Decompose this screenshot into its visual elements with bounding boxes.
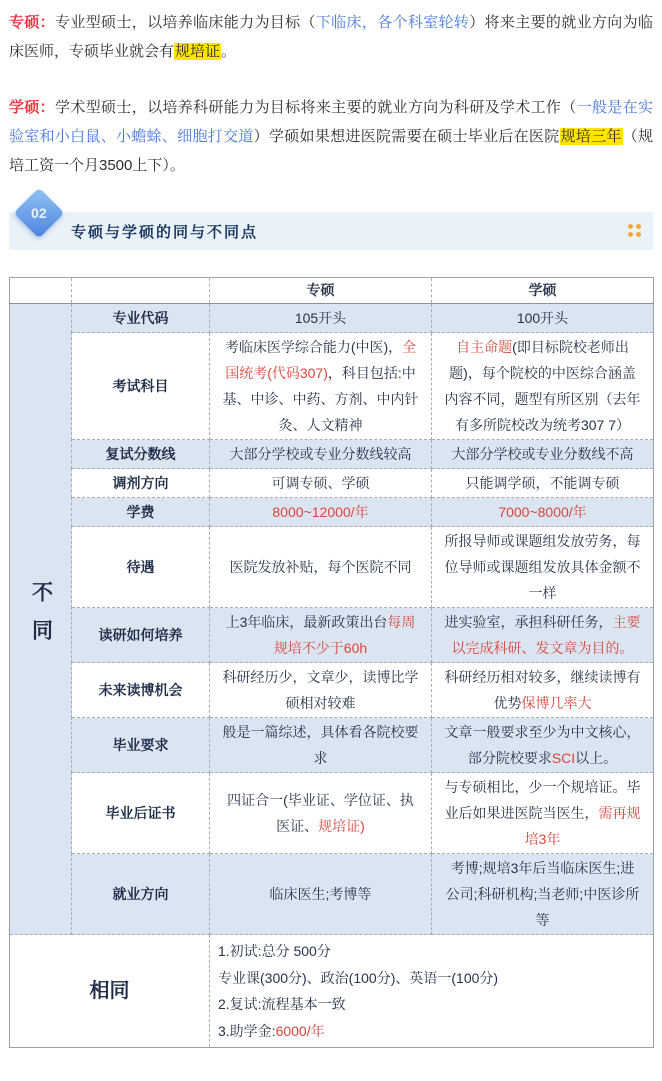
cell-xueshuo — [432, 608, 654, 663]
group-label-different — [10, 304, 72, 935]
table-row — [10, 498, 654, 527]
text-segment: 与专硕相比，少一个规培证。毕业后如果进医院当医生， — [444, 779, 641, 821]
text-segment: 大部分学校或专业分数线不高 — [451, 446, 634, 462]
row-label: 毕业要求 — [72, 718, 210, 773]
text-segment: 每周规培不少于60h — [273, 614, 416, 656]
table-row — [10, 718, 654, 773]
col-header-zhuanshuo: 专硕 — [210, 278, 432, 304]
cell-zhuanshuo — [210, 663, 432, 718]
text-segment: 105开头 — [294, 310, 347, 326]
table-row — [10, 527, 654, 608]
row-label: 读研如何培养 — [72, 608, 210, 663]
text-segment: 可调专硕、学硕 — [271, 475, 370, 491]
text-segment: 。 — [221, 43, 237, 60]
text-segment: 以上。 — [575, 750, 618, 766]
same-line — [218, 938, 645, 965]
cell-zhuanshuo — [210, 773, 432, 854]
text-segment: 医院发放补贴，每个医院不同 — [229, 559, 412, 575]
text-segment: 考临床医学综合能力(中医)， — [224, 339, 403, 355]
text-segment: 8000~12000/年 — [272, 504, 369, 520]
cell-xueshuo — [432, 469, 654, 498]
group-label-text: 不同 — [29, 581, 53, 657]
cell-xueshuo — [432, 333, 654, 440]
section-number: 02 — [31, 204, 47, 221]
intro-paragraph-zhuanshuo — [9, 8, 653, 66]
text-segment: 主要以完成科研、发文章为目的。 — [451, 614, 641, 656]
cell-xueshuo — [432, 440, 654, 469]
section-header-bar — [9, 212, 653, 250]
text-segment: 大部分学校或专业分数线较高 — [229, 446, 412, 462]
table-row — [10, 469, 654, 498]
row-label: 待遇 — [72, 527, 210, 608]
same-row — [10, 935, 654, 1048]
row-label: 未来读博机会 — [72, 663, 210, 718]
text-segment: 1.初试:总分 500分 — [218, 943, 331, 959]
cell-xueshuo — [432, 773, 654, 854]
cell-xueshuo — [432, 304, 654, 333]
text-segment: ，科目包括:中基、中诊、中药、方剂、中内针灸、人文精神 — [222, 365, 419, 433]
text-segment: 考博;规培3年后当临床医生;进公司;科研机构;当老师;中医诊所等 — [445, 860, 640, 928]
cell-zhuanshuo — [210, 440, 432, 469]
text-segment: 四证合一(毕业证、学位证、执医证、 — [227, 792, 414, 834]
text-segment: 一般是在实验室和小白鼠、小蟾蜍、细胞打交道 — [9, 99, 653, 145]
section-header — [9, 204, 653, 250]
group-label-same: 相同 — [10, 935, 210, 1048]
text-segment: 需再规培3年 — [524, 805, 641, 847]
row-label: 毕业后证书 — [72, 773, 210, 854]
cell-zhuanshuo — [210, 469, 432, 498]
text-segment: 3.助学金: — [218, 1022, 276, 1039]
same-line — [218, 1018, 645, 1045]
text-segment: 专硕： — [9, 14, 56, 31]
text-segment: 只能调学硕，不能调专硕 — [465, 475, 620, 491]
text-segment: 自主命题 — [456, 339, 513, 355]
cell-xueshuo — [432, 527, 654, 608]
text-segment: 全国统考(代码307) — [225, 339, 417, 381]
same-line — [218, 991, 645, 1018]
row-label: 就业方向 — [72, 854, 210, 935]
same-content-cell — [210, 935, 654, 1048]
text-segment: 下临床，各个科室轮转 — [315, 14, 470, 31]
text-segment: 科研经历少，文章少，读博比学硕相对较难 — [222, 669, 419, 711]
table-row — [10, 773, 654, 854]
text-segment: 专业型硕士，以培养临床能力为目标（ — [55, 14, 316, 31]
text-segment: 规培证 — [175, 43, 221, 60]
cell-xueshuo — [432, 854, 654, 935]
cell-zhuanshuo — [210, 718, 432, 773]
comparison-table — [9, 277, 654, 1048]
table-row — [10, 608, 654, 663]
text-segment: 学硕： — [9, 99, 56, 116]
cell-zhuanshuo — [210, 854, 432, 935]
table-row — [10, 854, 654, 935]
text-segment: 6000/年 — [275, 1022, 325, 1039]
text-segment: 般是一篇综述，具体看各院校要求 — [222, 724, 419, 766]
text-segment: 专业课(300分)、政治(100分)、英语一(100分) — [218, 969, 499, 986]
cell-zhuanshuo — [210, 527, 432, 608]
text-segment: (即目标院校老师出题)，每个院校的中医综合涵盖内容不同，题型有所区别（去年有多所院校改为统考307 7） — [444, 339, 641, 433]
text-segment: 7000~8000/年 — [498, 504, 587, 520]
text-segment: 进实验室，承担科研任务， — [444, 614, 613, 630]
table-row — [10, 440, 654, 469]
table-row — [10, 663, 654, 718]
table-header-row — [10, 278, 654, 304]
text-segment: 科研经历相对较多，继续读博有优势 — [444, 669, 641, 711]
cell-zhuanshuo — [210, 304, 432, 333]
text-segment: 100开头 — [516, 310, 569, 326]
text-segment: ）学硕如果想进医院需要在硕士毕业后在医院 — [253, 128, 560, 145]
table-row — [10, 333, 654, 440]
cell-xueshuo — [432, 663, 654, 718]
same-line — [218, 965, 645, 992]
text-segment: （规培工资一个月3500上下）。 — [9, 128, 653, 174]
cell-zhuanshuo — [210, 608, 432, 663]
grid-dots-icon — [628, 224, 641, 237]
text-segment: 文章一般要求至少为中文核心，部分院校要求 — [444, 724, 641, 766]
text-segment: SCI — [551, 750, 576, 766]
text-segment: 2.复试:流程基本一致 — [218, 996, 346, 1012]
text-segment: 规培证) — [318, 818, 365, 834]
cell-zhuanshuo — [210, 498, 432, 527]
row-label: 学费 — [72, 498, 210, 527]
text-segment: 保博几率大 — [521, 695, 592, 711]
table-body — [10, 304, 654, 935]
table-row — [10, 304, 654, 333]
section-title: 专硕与学硕的同与不同点 — [71, 223, 259, 241]
header-empty-label — [72, 278, 210, 304]
text-segment: 所报导师或课题组发放劳务，每位导师或课题组发放具体金额不一样 — [444, 533, 641, 601]
text-segment: 临床医生;考博等 — [269, 886, 372, 902]
cell-xueshuo — [432, 498, 654, 527]
row-label: 复试分数线 — [72, 440, 210, 469]
row-label: 考试科目 — [72, 333, 210, 440]
cell-xueshuo — [432, 718, 654, 773]
row-label: 专业代码 — [72, 304, 210, 333]
text-segment: 上3年临床，最新政策出台 — [225, 614, 388, 630]
header-empty-group — [10, 278, 72, 304]
text-segment: ）将来主要的就业方向为临床医师，专硕毕业就会有 — [9, 14, 653, 60]
row-label: 调剂方向 — [72, 469, 210, 498]
col-header-xueshuo: 学硕 — [432, 278, 654, 304]
text-segment: 学术型硕士，以培养科研能力为目标将来主要的就业方向为科研及学术工作（ — [55, 99, 577, 116]
text-segment: 规培三年 — [560, 128, 622, 145]
cell-zhuanshuo — [210, 333, 432, 440]
intro-paragraph-xueshuo — [9, 93, 653, 180]
